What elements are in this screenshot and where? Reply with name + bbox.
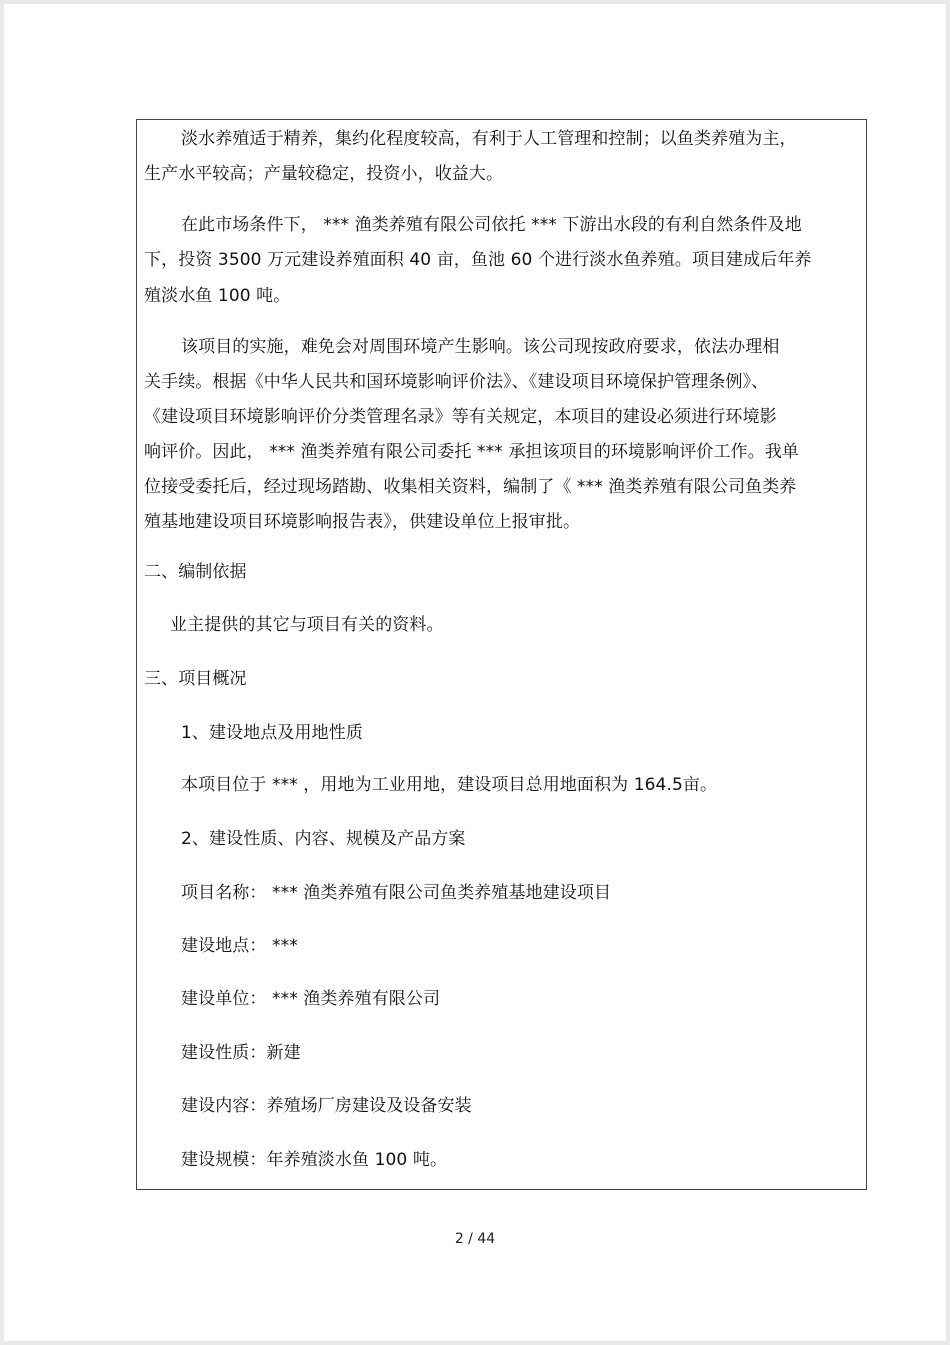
paragraph-3-line-3: 《建设项目环境影响评价分类管理名录》等有关规定，本项目的建设必须进行环境影 bbox=[144, 407, 777, 427]
paragraph-2-line-1: 在此市场条件下， *** 渔类养殖有限公司依托 *** 下游出水段的有利自然条件及地 bbox=[181, 215, 802, 235]
section-2-body: 业主提供的其它与项目有关的资料。 bbox=[170, 615, 444, 635]
paragraph-1-line-1: 淡水养殖适于精养，集约化程度较高，有利于人工管理和控制；以鱼类养殖为主， bbox=[181, 129, 797, 149]
construction-unit-item: 建设单位： *** 渔类养殖有限公司 bbox=[181, 989, 441, 1009]
paragraph-3-line-2: 关手续。根据《中华人民共和国环境影响评价法》、《建设项目环境保护管理条例》、 bbox=[144, 372, 769, 392]
subsection-1-body: 本项目位于 *** ，用地为工业用地，建设项目总用地面积为 164.5亩。 bbox=[181, 775, 718, 795]
section-3-heading: 三、项目概况 bbox=[144, 669, 247, 689]
paragraph-3-line-4: 响评价。因此， *** 渔类养殖有限公司委托 *** 承担该项目的环境影响评价工作。我单 bbox=[144, 442, 800, 462]
content-frame bbox=[136, 119, 867, 1190]
paragraph-2-line-3: 殖淡水鱼 100 吨。 bbox=[144, 286, 291, 306]
section-2-heading: 二、编制依据 bbox=[144, 562, 247, 582]
project-name-item: 项目名称： *** 渔类养殖有限公司鱼类养殖基地建设项目 bbox=[181, 883, 612, 903]
page-number: 2 / 44 bbox=[454, 1231, 496, 1247]
paragraph-3-line-1: 该项目的实施，难免会对周围环境产生影响。该公司现按政府要求，依法办理相 bbox=[181, 337, 780, 357]
construction-scale-item: 建设规模：年养殖淡水鱼 100 吨。 bbox=[181, 1150, 448, 1170]
construction-site-item: 建设地点： *** bbox=[181, 936, 298, 956]
construction-content-item: 建设内容：养殖场厂房建设及设备安装 bbox=[181, 1096, 472, 1116]
subsection-2-heading: 2、建设性质、内容、规模及产品方案 bbox=[181, 829, 466, 849]
subsection-1-heading: 1、建设地点及用地性质 bbox=[181, 723, 363, 743]
construction-nature-item: 建设性质：新建 bbox=[181, 1043, 301, 1063]
paragraph-1-line-2: 生产水平较高；产量较稳定，投资小，收益大。 bbox=[144, 164, 504, 184]
paragraph-2-line-2: 下，投资 3500 万元建设养殖面积 40 亩，鱼池 60 个进行淡水鱼养殖。项目建成后年养 bbox=[144, 250, 812, 270]
paragraph-3-line-6: 殖基地建设项目环境影响报告表》，供建设单位上报审批。 bbox=[144, 512, 581, 532]
paragraph-3-line-5: 位接受委托后，经过现场踏勘、收集相关资料，编制了《 *** 渔类养殖有限公司鱼类养 bbox=[144, 477, 797, 497]
